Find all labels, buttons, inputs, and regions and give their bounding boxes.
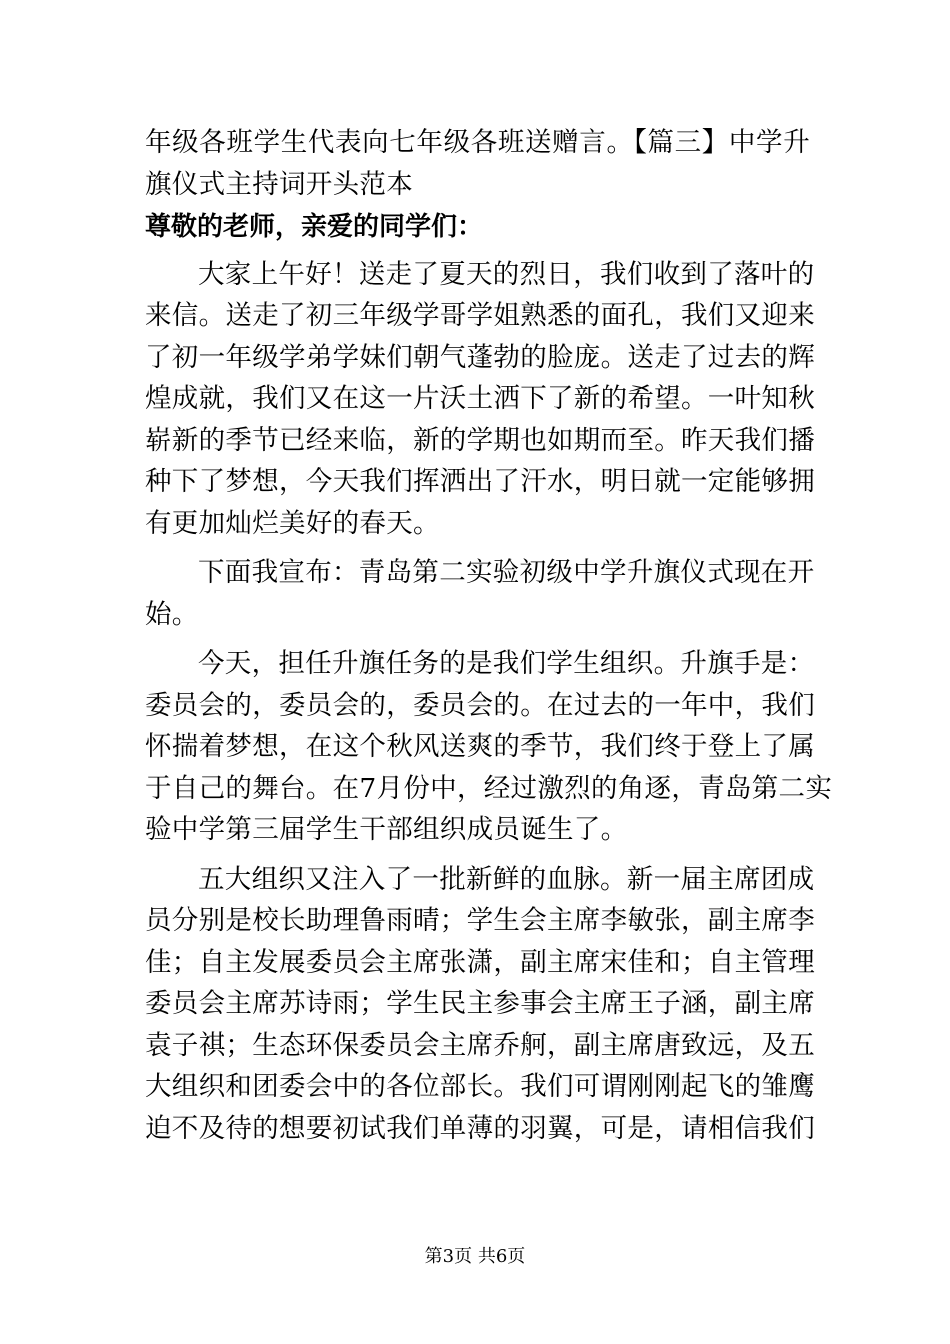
paragraph-gap	[145, 635, 810, 643]
salutation-heading: 尊敬的老师，亲爱的同学们：	[145, 212, 484, 242]
body-paragraph-1	[145, 254, 815, 545]
text-line: 佳；自主发展委员会主席张潇，副主席宋佳和；自主管理	[145, 946, 815, 978]
text-line: 始。	[145, 598, 199, 630]
paragraph-gap	[145, 851, 810, 859]
text-line: 委员会主席苏诗雨；学生民主参事会主席王子涵，副主席	[145, 988, 815, 1019]
paragraph-gap	[145, 544, 810, 552]
document-body	[145, 122, 833, 1149]
text-line: 怀揣着梦想，在这个秋风送爽的季节，我们终于登上了属	[145, 731, 815, 762]
text-line: 种下了梦想，今天我们挥洒出了汗水，明日就一定能够拥	[145, 466, 815, 497]
body-paragraph-3	[145, 643, 833, 851]
text-line: 了初一年级学弟学妹们朝气蓬勃的脸庞。送走了过去的辉	[145, 341, 815, 373]
text-line: 迫不及待的想要初试我们单薄的羽翼，可是，请相信我们	[145, 1112, 815, 1144]
text-line: 今天，担任升旗任务的是我们学生组织。升旗手是：	[198, 648, 815, 679]
text-line: 下面我宣布：青岛第二实验初级中学升旗仪式现在开	[198, 557, 815, 588]
page-number-footer: 第3页 共6页	[424, 1246, 526, 1267]
body-paragraph-4	[145, 859, 815, 1150]
text-line: 来信。送走了初三年级学哥学姐熟悉的面孔，我们又迎来	[145, 300, 815, 331]
text-line: 大组织和团委会中的各位部长。我们可谓刚刚起飞的雏鹰	[145, 1071, 815, 1102]
body-paragraph-2	[145, 552, 815, 635]
text-line: 崭新的季节已经来临，新的学期也如期而至。昨天我们播	[145, 424, 815, 456]
text-line: 验中学第三届学生干部组织成员诞生了。	[145, 814, 628, 845]
text-line: 委员会的，委员会的，委员会的。在过去的一年中，我们	[145, 689, 815, 721]
text-line: 袁子祺；生态环保委员会主席乔舸，副主席唐致远，及五	[145, 1029, 815, 1061]
intro-paragraph	[145, 122, 810, 205]
text-line: 有更加灿烂美好的春天。	[145, 507, 440, 539]
text-line: 旗仪式主持词开头范本	[145, 168, 413, 200]
text-line: 五大组织又注入了一批新鲜的血脉。新一届主席团成	[198, 863, 815, 895]
text-line: 于自己的舞台。在7月份中，经过激烈的角逐，青岛第二实	[145, 772, 833, 804]
text-line: 员分别是校长助理鲁雨晴；学生会主席李敏张，副主席李	[145, 905, 815, 936]
text-line: 煌成就，我们又在这一片沃土洒下了新的希望。一叶知秋	[145, 383, 815, 414]
text-line: 大家上午好！送走了夏天的烈日，我们收到了落叶的	[198, 258, 815, 290]
text-line: 年级各班学生代表向七年级各班送赠言。【篇三】中学升	[145, 127, 810, 158]
